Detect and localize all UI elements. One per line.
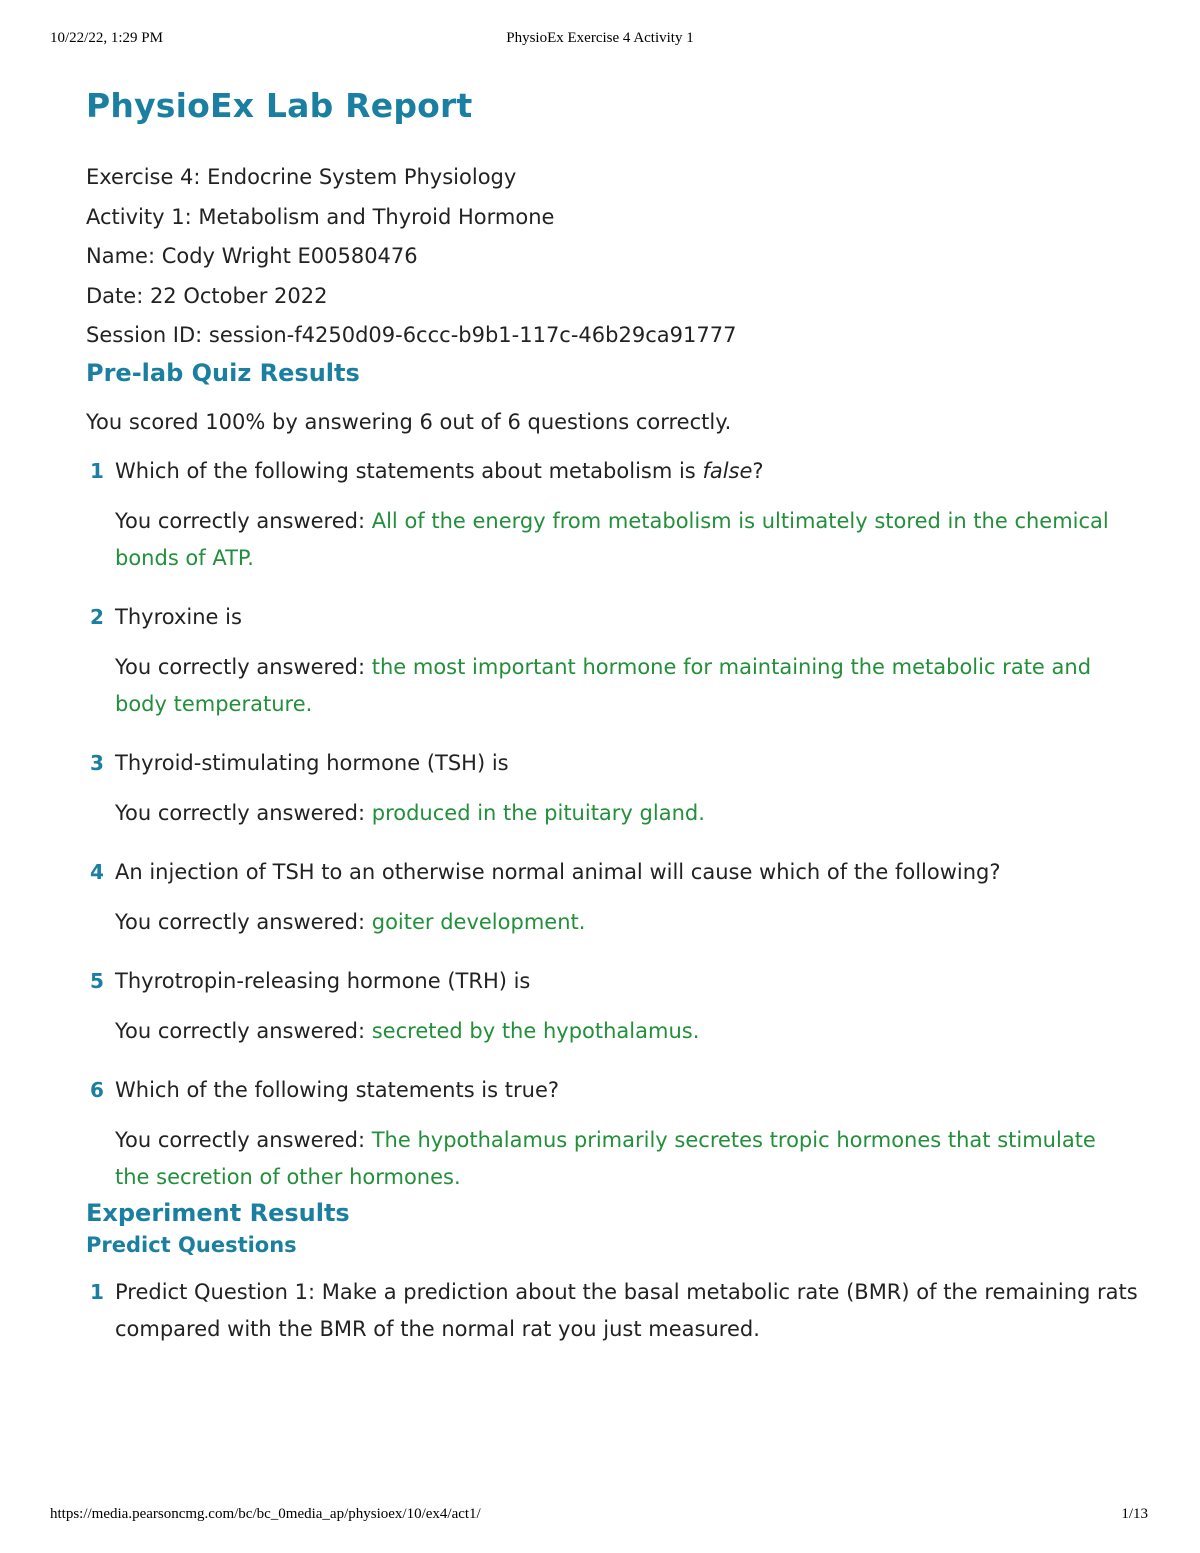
- answer-text: the most important hormone for maintaining the metabolic rate and body temperature.: [115, 654, 1092, 716]
- predict-question-list: [86, 1274, 1146, 1348]
- answer-prefix: You correctly answered:: [115, 1018, 372, 1043]
- quiz-answer: [115, 649, 1115, 723]
- answer-prefix: You correctly answered:: [115, 909, 372, 934]
- question-text: Thyrotropin-releasing hormone (TRH) is: [115, 968, 531, 993]
- answer-text: All of the energy from metabolism is ultimately stored in the chemical bonds of ATP.: [115, 508, 1109, 570]
- question-text-emphasis: false: [702, 458, 753, 483]
- question-number: 1: [90, 1279, 104, 1304]
- quiz-answer: [115, 1013, 1115, 1050]
- exercise-line: Exercise 4: Endocrine System Physiology: [86, 165, 517, 189]
- answer-text: produced in the pituitary gland.: [371, 800, 705, 825]
- report-content: [86, 82, 1146, 1348]
- quiz-answer: [115, 503, 1115, 577]
- session-line: Session ID: session-f4250d09-6ccc-b9b1-117c-46b29ca91777: [86, 323, 737, 347]
- quiz-score: You scored 100% by answering 6 out of 6 questions correctly.: [86, 409, 732, 434]
- question-text-part: Which of the following statements about metabolism is: [115, 458, 703, 483]
- question-number: 3: [90, 750, 104, 775]
- quiz-answer: [115, 795, 1115, 832]
- quiz-answer: [115, 904, 1115, 941]
- answer-text: The hypothalamus primarily secretes tropic hormones that stimulate the secretion of other hormones.: [115, 1127, 1096, 1189]
- report-meta: [86, 158, 1146, 356]
- quiz-question-list: [86, 453, 1146, 1196]
- question-number: 1: [90, 458, 104, 483]
- question-number: 6: [90, 1077, 104, 1102]
- print-page-number: 1/13: [1121, 1506, 1148, 1522]
- answer-text: goiter development.: [371, 909, 586, 934]
- question-number: 5: [90, 968, 104, 993]
- quiz-question: [86, 599, 1146, 723]
- print-doc-title: PhysioEx Exercise 4 Activity 1: [506, 30, 694, 46]
- question-number: 2: [90, 604, 104, 629]
- print-datetime: 10/22/22, 1:29 PM: [50, 30, 163, 46]
- quiz-question: [86, 453, 1146, 577]
- answer-prefix: You correctly answered:: [115, 1127, 372, 1152]
- experiment-heading: Experiment Results: [86, 1198, 350, 1227]
- name-line: Name: Cody Wright E00580476: [86, 244, 418, 268]
- activity-line: Activity 1: Metabolism and Thyroid Hormone: [86, 204, 555, 229]
- predict-heading: Predict Questions: [86, 1232, 297, 1257]
- report-title: PhysioEx Lab Report: [86, 86, 473, 125]
- question-text: Predict Question 1: Make a prediction about the basal metabolic rate (BMR) of the remaining rats compared with the BMR of the normal rat you just measured.: [115, 1279, 1138, 1341]
- question-text: [115, 453, 1146, 489]
- print-header: [0, 30, 1200, 50]
- question-text: An injection of TSH to an otherwise normal animal will cause which of the following?: [115, 859, 1001, 884]
- print-url: https://media.pearsoncmg.com/bc/bc_0media_ap/physioex/10/ex4/act1/: [50, 1506, 481, 1522]
- answer-text: secreted by the hypothalamus.: [371, 1018, 700, 1043]
- quiz-question: [86, 745, 1146, 832]
- answer-prefix: You correctly answered:: [115, 508, 372, 533]
- answer-prefix: You correctly answered:: [115, 800, 372, 825]
- quiz-answer: [115, 1122, 1115, 1196]
- quiz-question: [86, 963, 1146, 1050]
- date-line: Date: 22 October 2022: [86, 283, 328, 308]
- question-number: 4: [90, 859, 104, 884]
- print-footer: [0, 1506, 1200, 1526]
- question-text: Thyroxine is: [115, 604, 242, 629]
- answer-prefix: You correctly answered:: [115, 654, 372, 679]
- prelab-heading: Pre-lab Quiz Results: [86, 358, 360, 387]
- quiz-question: [86, 854, 1146, 941]
- question-text: Thyroid-stimulating hormone (TSH) is: [115, 750, 509, 775]
- question-text: Which of the following statements is true?: [115, 1077, 560, 1102]
- question-text-part: ?: [752, 458, 764, 483]
- quiz-question: [86, 1072, 1146, 1196]
- predict-question: [86, 1274, 1146, 1348]
